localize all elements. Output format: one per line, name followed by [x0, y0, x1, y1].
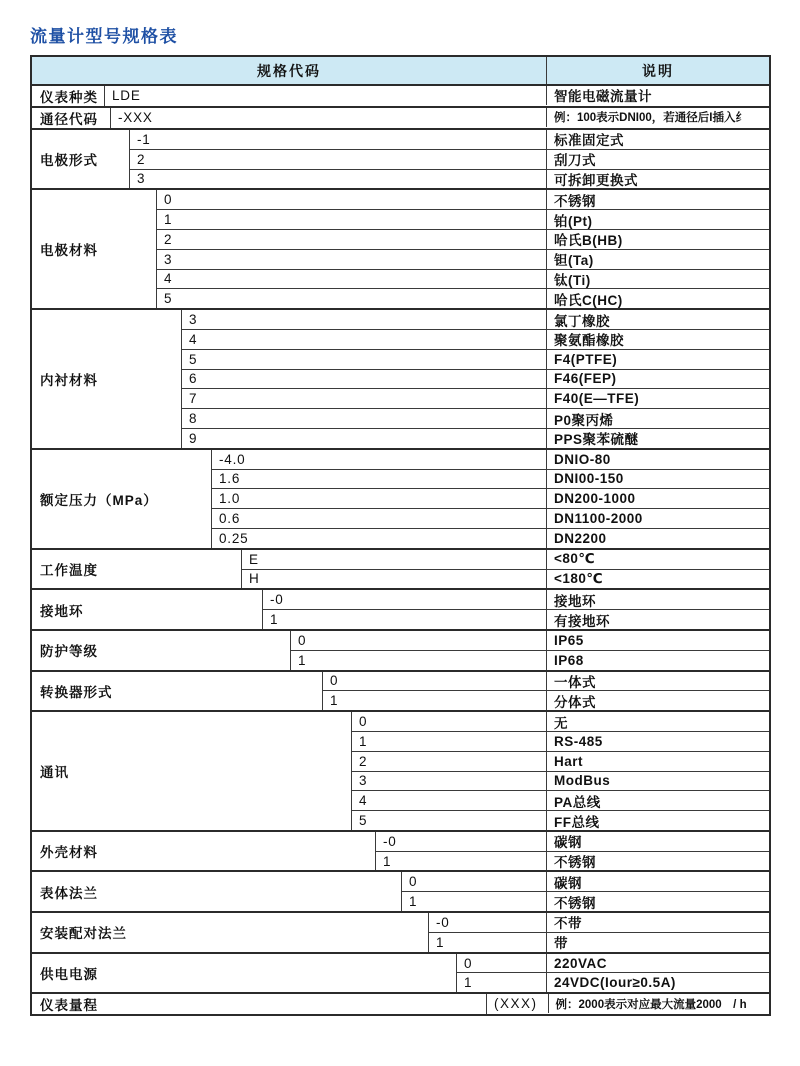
code-cell: 1.0 [212, 489, 547, 508]
desc-cell: 碳钢 [554, 835, 582, 851]
table-row [352, 751, 769, 771]
code-cell: 3 [130, 170, 547, 189]
code-cell: 0 [457, 954, 547, 973]
table-row [212, 450, 769, 469]
code-cell: 4 [352, 791, 547, 810]
spec-section [32, 911, 769, 952]
table-row [157, 209, 769, 229]
desc-cell: 例：100表示DNI00，若通径后I插入纟 [554, 112, 747, 125]
desc-cell: F46(FEP) [554, 371, 617, 387]
spec-table [30, 55, 771, 1016]
table-row [291, 631, 769, 650]
section-label: 电极材料 [32, 190, 157, 308]
spec-section [32, 830, 769, 871]
desc-cell: 智能电磁流量计 [554, 89, 652, 105]
code-cell: 0 [352, 712, 547, 731]
table-row [291, 650, 769, 670]
table-row [352, 810, 769, 830]
section-label: 安装配对法兰 [32, 913, 429, 952]
desc-cell: 钽(Ta) [554, 253, 594, 269]
spec-section [32, 86, 769, 106]
spec-section [32, 992, 769, 1014]
table-row [157, 249, 769, 269]
desc-cell: 铂(Pt) [554, 213, 593, 229]
section-rows [291, 631, 769, 670]
table-row [402, 872, 769, 891]
desc-cell: 不锈钢 [554, 193, 596, 209]
section-rows [457, 954, 769, 993]
desc-cell: 带 [554, 936, 568, 952]
table-row [157, 229, 769, 249]
code-cell: 0 [157, 190, 547, 209]
code-cell: 2 [352, 752, 547, 771]
spec-table-sections [32, 86, 769, 1014]
table-row [263, 609, 769, 629]
code-cell: 0.6 [212, 509, 547, 528]
code-cell: 8 [182, 409, 547, 428]
desc-cell: DNI00-150 [554, 471, 624, 487]
code-cell: -0 [429, 913, 547, 932]
desc-cell: PA总线 [554, 794, 601, 810]
code-cell: 1 [263, 610, 547, 629]
code-cell: 5 [352, 811, 547, 830]
desc-cell: 24VDC(Iour≥0.5A) [554, 975, 676, 991]
desc-cell: F40(E—TFE) [554, 391, 640, 407]
desc-cell: <80℃ [554, 551, 596, 567]
table-row [457, 954, 769, 973]
code-cell: 9 [182, 429, 547, 448]
table-row [352, 712, 769, 731]
spec-section [32, 629, 769, 670]
desc-cell: 无 [554, 715, 568, 731]
code-cell: 2 [157, 230, 547, 249]
table-row [182, 388, 769, 408]
table-row [242, 569, 769, 589]
desc-cell: 刮刀式 [554, 153, 596, 169]
code-cell: 1.6 [212, 470, 547, 489]
section-label: 表体法兰 [32, 872, 402, 911]
section-label: 内衬材料 [32, 310, 182, 448]
code-cell: 1 [157, 210, 547, 229]
section-rows [212, 450, 769, 548]
code-cell: E [242, 550, 547, 569]
section-label: 仪表种类 [32, 86, 105, 106]
desc-cell: DN1100-2000 [554, 511, 643, 527]
section-label: 仪表量程 [32, 994, 487, 1014]
desc-cell: 接地环 [554, 593, 596, 609]
spec-section [32, 308, 769, 448]
section-label: 外壳材料 [32, 832, 376, 871]
spec-section [32, 670, 769, 711]
desc-cell: 哈氏C(HC) [554, 292, 623, 308]
table-row [182, 369, 769, 389]
spec-section [32, 128, 769, 188]
desc-cell: P0聚丙烯 [554, 412, 614, 428]
section-label: 通讯 [32, 712, 352, 830]
table-row [402, 891, 769, 911]
table-row [182, 310, 769, 329]
code-cell: 1 [402, 892, 547, 911]
section-label: 接地环 [32, 590, 263, 629]
code-cell: -0 [376, 832, 547, 851]
section-label: 工作温度 [32, 550, 242, 589]
code-cell: 3 [157, 250, 547, 269]
desc-cell: FF总线 [554, 814, 600, 830]
desc-cell: ModBus [554, 773, 611, 789]
desc-cell: 例：2000表示对应最大流量2000 / h [555, 998, 747, 1011]
desc-cell: IP68 [554, 652, 584, 668]
code-cell: 0 [323, 672, 547, 691]
code-cell: 0 [291, 631, 547, 650]
table-row [487, 994, 771, 1013]
desc-cell: 哈氏B(HB) [554, 233, 623, 249]
page-title: 流量计型号规格表 [30, 27, 178, 46]
table-row [263, 590, 769, 609]
section-label: 额定压力（MPa） [32, 450, 212, 548]
table-row [157, 288, 769, 308]
table-row [130, 130, 769, 149]
desc-cell: RS-485 [554, 733, 603, 749]
desc-cell: IP65 [554, 632, 584, 648]
code-cell: -4.0 [212, 450, 547, 469]
table-row [212, 508, 769, 528]
desc-cell: 不带 [554, 916, 582, 932]
spec-section [32, 870, 769, 911]
table-row [352, 731, 769, 751]
desc-cell: DN2200 [554, 530, 607, 546]
spec-section [32, 548, 769, 589]
code-cell: 0.25 [212, 529, 547, 548]
section-label: 通径代码 [32, 108, 111, 128]
desc-cell: Hart [554, 753, 584, 769]
spec-section [32, 952, 769, 993]
table-row [242, 550, 769, 569]
code-cell: -0 [263, 590, 547, 609]
section-rows [263, 590, 769, 629]
code-cell: LDE [105, 86, 547, 105]
desc-cell: 分体式 [554, 694, 596, 710]
table-row [352, 790, 769, 810]
table-row [429, 932, 769, 952]
code-cell: 1 [429, 933, 547, 952]
table-row [130, 169, 769, 189]
code-cell: 2 [130, 150, 547, 169]
code-cell: 4 [157, 270, 547, 289]
table-row [182, 329, 769, 349]
desc-cell: 一体式 [554, 674, 596, 690]
code-cell: 1 [291, 651, 547, 670]
spec-section [32, 710, 769, 830]
desc-cell: DN200-1000 [554, 491, 636, 507]
table-row [212, 528, 769, 548]
desc-cell: PPS聚苯硫醚 [554, 432, 639, 448]
section-rows [376, 832, 769, 871]
desc-cell: 可拆卸更换式 [554, 173, 638, 188]
desc-cell: 220VAC [554, 955, 608, 971]
table-row [182, 349, 769, 369]
desc-cell: <180℃ [554, 570, 604, 586]
table-row [352, 771, 769, 791]
code-cell: H [242, 570, 547, 589]
desc-cell: 标准固定式 [554, 133, 624, 149]
code-cell: 3 [182, 310, 547, 329]
desc-cell: 有接地环 [554, 613, 610, 629]
table-row [182, 428, 769, 448]
code-cell: 4 [182, 330, 547, 349]
section-rows [182, 310, 769, 448]
desc-cell: F4(PTFE) [554, 351, 618, 367]
code-cell: (XXX) [487, 994, 549, 1013]
table-row [376, 851, 769, 871]
section-rows [242, 550, 769, 589]
table-row [323, 672, 769, 691]
table-row [182, 408, 769, 428]
code-cell: 5 [182, 350, 547, 369]
section-rows [157, 190, 769, 308]
table-row [212, 488, 769, 508]
table-row [376, 832, 769, 851]
code-cell: 7 [182, 389, 547, 408]
section-rows [323, 672, 769, 711]
spec-section [32, 588, 769, 629]
header-description: 说明 [642, 62, 674, 79]
spec-section [32, 448, 769, 548]
desc-cell: 氯丁橡胶 [554, 313, 610, 329]
table-row [130, 149, 769, 169]
desc-cell: DNIO-80 [554, 451, 611, 467]
code-cell: -XXX [111, 108, 547, 127]
code-cell: 5 [157, 289, 547, 308]
section-rows [130, 130, 769, 188]
table-row [323, 690, 769, 710]
section-label: 供电电源 [32, 954, 457, 993]
desc-cell: 聚氨酯橡胶 [554, 333, 624, 349]
desc-cell: 不锈钢 [554, 855, 596, 871]
table-row [457, 972, 769, 992]
code-cell: 3 [352, 772, 547, 791]
section-rows [487, 994, 771, 1014]
section-rows [429, 913, 769, 952]
section-label: 转换器形式 [32, 672, 323, 711]
code-cell: 1 [352, 732, 547, 751]
table-row [429, 913, 769, 932]
section-rows [352, 712, 769, 830]
section-rows [111, 108, 769, 128]
section-label: 电极形式 [32, 130, 130, 188]
code-cell: 1 [457, 973, 547, 992]
code-cell: 6 [182, 370, 547, 389]
code-cell: 0 [402, 872, 547, 891]
header-spec-code: 规格代码 [32, 57, 547, 84]
section-label: 防护等级 [32, 631, 291, 670]
desc-cell: 碳钢 [554, 875, 582, 891]
code-cell: 1 [323, 691, 547, 710]
desc-cell: 钛(Ti) [554, 272, 591, 288]
spec-section [32, 106, 769, 128]
code-cell: 1 [376, 852, 547, 871]
table-row [212, 469, 769, 489]
code-cell: -1 [130, 130, 547, 149]
desc-cell: 不锈钢 [554, 895, 596, 911]
section-rows [402, 872, 769, 911]
spec-section [32, 188, 769, 308]
table-header-row [32, 57, 769, 86]
table-row [105, 86, 769, 105]
table-row [157, 190, 769, 209]
table-row [111, 108, 769, 127]
table-row [157, 269, 769, 289]
section-rows [105, 86, 769, 106]
